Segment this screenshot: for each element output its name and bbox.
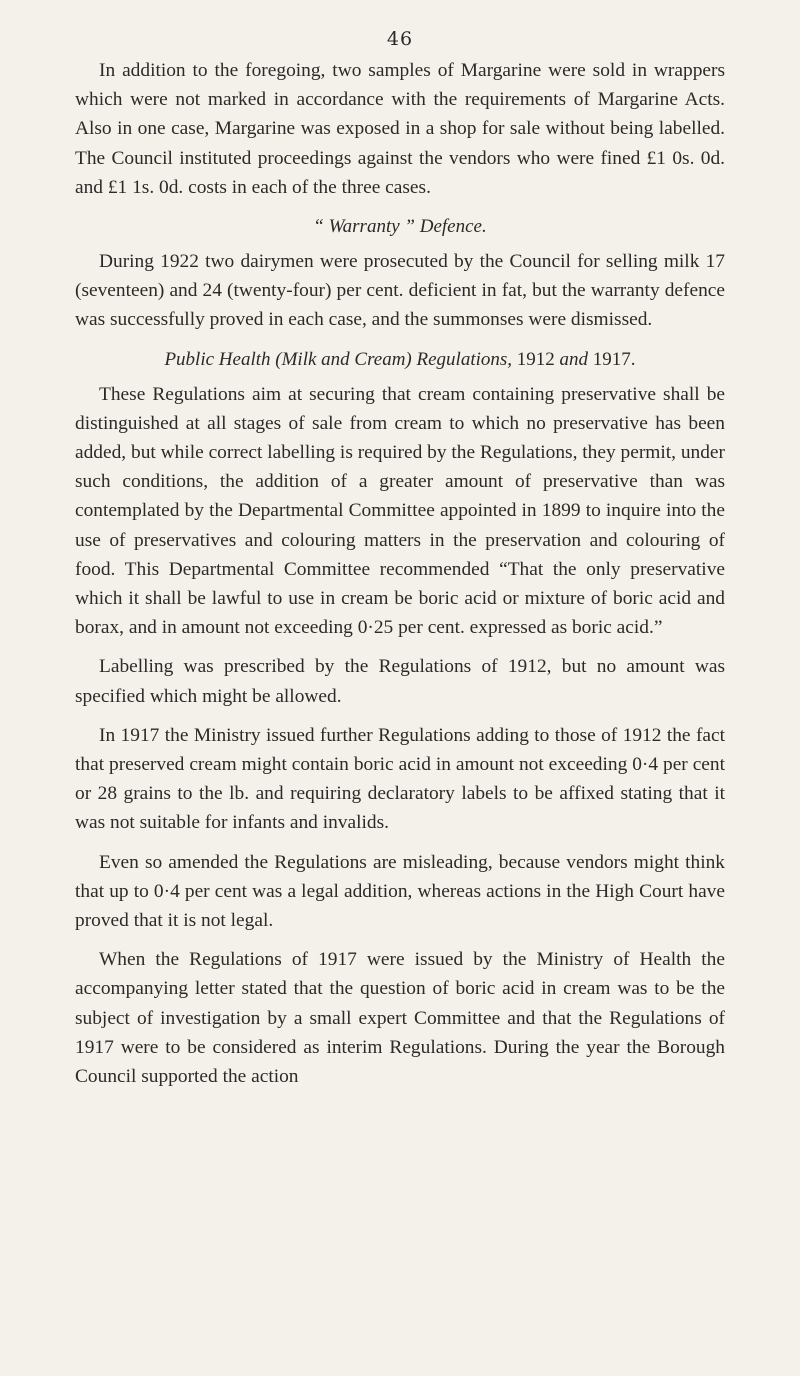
heading-regs-year-1912: 1912 (516, 348, 555, 370)
heading-warranty-text: “ Warranty ” Defence. (313, 216, 487, 238)
page-body (75, 56, 725, 1101)
page-number: 46 (386, 28, 414, 50)
paragraph-dairymen: During 1922 two dairymen were prosecuted by the Council for selling milk 17 (seventeen) and 24 (twenty-four) per cent. deficient in fat, but the warranty defence was successfully proved in each case, and the summonses were dismissed. (75, 251, 725, 331)
paragraph-1917-ministry: In 1917 the Ministry issued further Regulations adding to those of 1912 the fact that preserved cream might contain boric acid in amount not exceeding 0·4 per cent or 28 grains to the lb. and requiring declaratory labels to be affixed stating that it was not suitable for infants and invalids. (75, 724, 725, 834)
heading-milk-cream-regulations (75, 345, 725, 374)
paragraph-regulations-aim: These Regulations aim at securing that cream containing preservative shall be distinguished at all stages of sale from cream to which no preservative has been added, but while correct labelling is required by the Regulations, they permit, under such conditions, the addition of a greater amount of preservative than was contemplated by the Departmental Committee appointed in 1899 to inquire into the use of preservatives and colouring matters in the preservation and colouring of food. This Departmental Committee recommended “That the only preservative which it shall be lawful to use in cream be boric acid or mixture of boric acid and borax, and in amount not exceeding 0·25 per cent. expressed as boric acid.” (75, 383, 725, 639)
heading-warranty-defence (75, 212, 725, 241)
heading-regs-title: Public Health (Milk and Cream) Regulations, (164, 348, 513, 370)
paragraph-labelling: Labelling was prescribed by the Regulations of 1912, but no amount was specified which might be allowed. (75, 656, 725, 707)
paragraph-ministry-of-health: When the Regulations of 1917 were issued by the Ministry of Health the accompanying letter stated that the question of boric acid in cream was to be the subject of investigation by a small expert Committee and that the Regulations of 1917 were to be considered as interim Regulations. During the year the Borough Council supported the action (75, 949, 725, 1088)
paragraph-misleading: Even so amended the Regulations are misleading, because vendors might think that up to 0·4 per cent was a legal addition, whereas actions in the High Court have proved that it is not legal. (75, 851, 725, 932)
heading-regs-year-1917: 1917. (592, 348, 636, 370)
heading-regs-and: and (559, 348, 589, 370)
paragraph-margarine: In addition to the foregoing, two samples of Margarine were sold in wrappers which were not marked in accordance with the requirements of Margarine Acts. Also in one case, Margarine was exposed in a shop for sale without being labelled. The Council instituted proceedings against the vendors who were fined £1 0s. 0d. and £1 1s. 0d. costs in each of the three cases. (75, 60, 725, 198)
